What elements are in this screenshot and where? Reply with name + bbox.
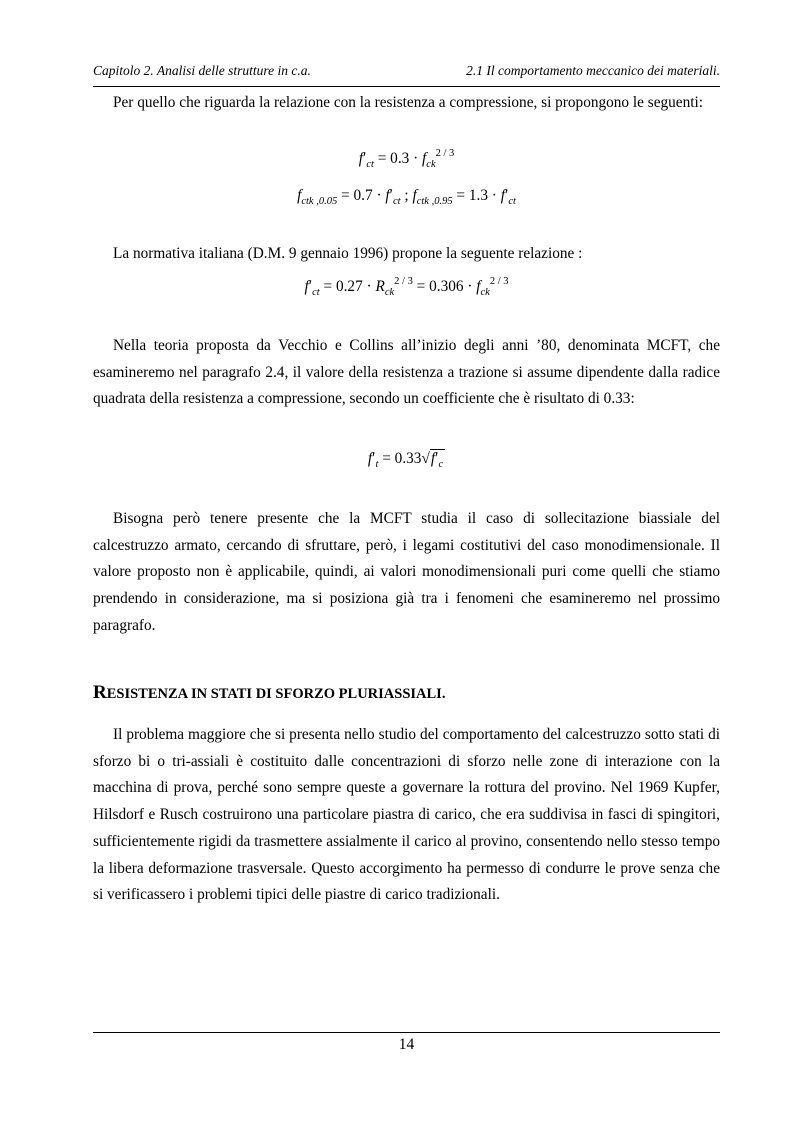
formula-mcft: $f'_t = 0.33√f'_c$ [367, 450, 444, 470]
header-chapter: Capitolo 2. Analisi delle strutture in c.a. [93, 63, 311, 78]
paragraph-3: Nella teoria proposta da Vecchio e Collins all’inizio degli anni ’80, denominata MCFT, che esamineremo nel paragrafo 2.4, il valore della resistenza a trazione si assume dipendente dalla radice quadrata della resistenza a compressione, secondo un coefficiente che è risultato di 0.33: [93, 337, 720, 408]
paragraph-5: Il problema maggiore che si presenta nello studio del comportamento del calcestruzzo sotto stati di sforzo bi o tri-assiali è costituito dalle concentrazioni di sforzo nelle zone di interazione con la macchina di prova, perché sono sempre queste a governare la rottura del provino. Nel 1969 Kupfer, Hilsdorf e Rusch costruirono una particolare piastra di carico, che era suddivisa in fasci di spingitori, sufficientemente rigidi da trasmettere assialmente il carico al provino, consentendo nello stesso tempo la libera deformazione trasversale. Questo accorgimento ha permesso di condurre le prove senza che si verificassero i problemi tipici delle piastre di carico tradizionali. [93, 726, 720, 904]
header-rule [93, 86, 720, 87]
page-header [93, 63, 720, 83]
page-number: 14 [398, 1036, 415, 1053]
header-section: 2.1 Il comportamento meccanico dei materiali. [466, 63, 720, 78]
formula-fctk: $f_{ctk ,0.05} = 0.7 \cdot f'_{ct}$ ; $f_{ctk ,0.95} = 1.3 \cdot f'_{ct}$ [297, 187, 516, 207]
paragraph-2: La normativa italiana (D.M. 9 gennaio 1996) propone la seguente relazione : [113, 245, 583, 262]
section-heading: RESISTENZA IN STATI DI SFORZO PLURIASSIALI. [93, 682, 446, 703]
paragraph-4: Bisogna però tenere presente che la MCFT studia il caso di sollecitazione biassiale del calcestruzzo armato, cercando di sfruttare, però, i legami costitutivi del caso monodimensionale. Il valore proposto non è applicabile, quindi, ai valori monodimensionali puri come quelli che stiamo prendendo in considerazione, ma si posiziona già tra i fenomeni che esamineremo nel prossimo paragrafo. [93, 510, 720, 634]
formula-dm1996: $f'_{ct} = 0.27 \cdot R_{ck}^{2 / 3} = 0.306 \cdot f_{ck}^{2 / 3}$ [304, 276, 509, 298]
footer-rule [93, 1032, 720, 1033]
formula-fct: $f'_{ct} = 0.3 \cdot f_{ck}^{2 / 3}$ [358, 148, 455, 170]
paragraph-1: Per quello che riguarda la relazione con la resistenza a compressione, si propongono le seguenti: [113, 94, 703, 111]
